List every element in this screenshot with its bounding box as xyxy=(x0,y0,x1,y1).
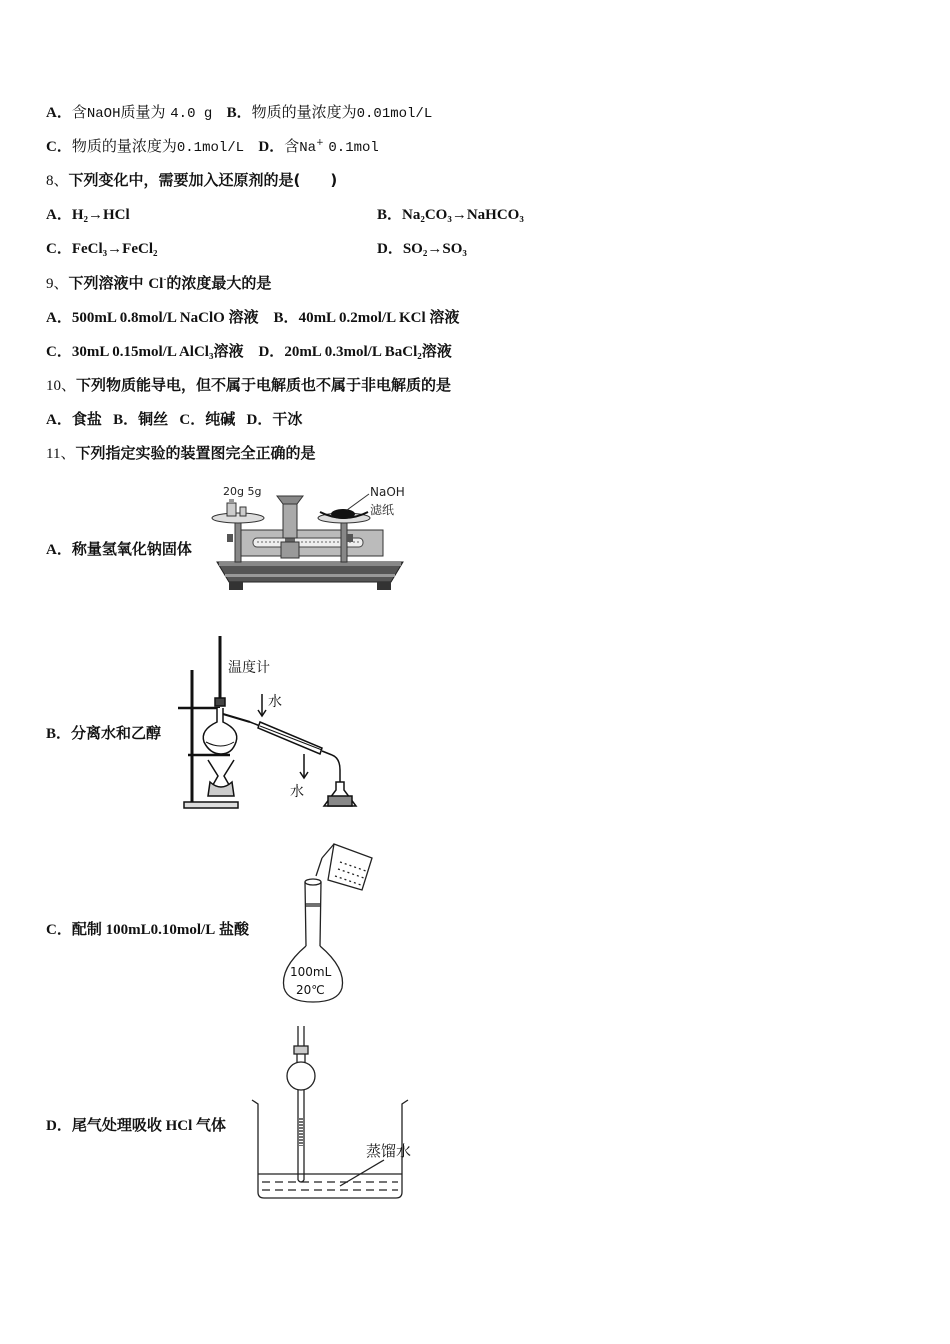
distilled-water-label: 蒸馏水 xyxy=(366,1142,412,1160)
option-text: 20mL 0.3mol/L BaCl₂ xyxy=(284,344,422,360)
option-suffix: 溶液 xyxy=(213,342,244,360)
option-text: 食盐 xyxy=(71,410,102,428)
option-letter: B． xyxy=(226,105,252,121)
gas-absorption-figure xyxy=(248,1024,428,1204)
option-letter: D． xyxy=(246,412,273,428)
q11-option-a-label xyxy=(46,538,192,559)
option-letter: C． xyxy=(179,412,206,428)
q8-stem xyxy=(46,170,337,191)
flask-temp-label: 20℃ xyxy=(296,983,325,997)
option-value: 0.1mol xyxy=(328,140,379,156)
q11-stem xyxy=(46,443,315,464)
q11-option-d-label xyxy=(46,1114,226,1135)
option-letter: A． xyxy=(46,207,72,223)
option-text: 物质的量浓度为 xyxy=(251,103,357,121)
option-text: 分离水和乙醇 xyxy=(71,724,162,742)
q10-stem xyxy=(46,375,451,396)
option-text: 配制 xyxy=(71,920,102,938)
ion-charge: + xyxy=(316,138,324,148)
option-text: 盐酸 xyxy=(218,920,249,938)
option-letter: C． xyxy=(46,139,72,155)
option-text: 尾气处理吸收 xyxy=(71,1116,162,1134)
q9-options-row-2 xyxy=(46,341,452,362)
question-stem: 下列指定实验的装置图完全正确的是 xyxy=(75,444,316,462)
option-letter: B． xyxy=(46,726,72,742)
q9-options-row-1 xyxy=(46,307,459,328)
question-number: 10、 xyxy=(46,378,77,394)
question-number: 8、 xyxy=(46,173,69,189)
option-suffix: 溶液 xyxy=(429,308,460,326)
option-letter: D． xyxy=(46,1118,72,1134)
option-letter: A． xyxy=(46,412,72,428)
q7-options-row-1 xyxy=(46,102,432,124)
option-text: 干冰 xyxy=(272,410,303,428)
option-letter: D． xyxy=(258,139,285,155)
flask-volume-label: 100mL xyxy=(290,965,332,979)
question-number: 11、 xyxy=(46,446,76,462)
q8-option-d xyxy=(377,239,467,259)
naoh-label: NaOH xyxy=(370,485,405,499)
option-text: 称量氢氧化钠固体 xyxy=(71,540,192,558)
option-letter: C． xyxy=(46,344,72,360)
option-text: 物质的量浓度为 xyxy=(71,137,177,155)
question-stem: 的浓度最大的是 xyxy=(166,274,272,292)
thermometer-label: 温度计 xyxy=(228,660,270,676)
distillation-figure xyxy=(170,630,370,820)
q8-option-a xyxy=(46,205,130,225)
option-formula: FeCl₃→FeCl₂ xyxy=(71,241,158,257)
option-value: 0.01mol/L xyxy=(356,106,433,122)
water-out-label: 水 xyxy=(290,784,304,800)
option-letter: A． xyxy=(46,105,72,121)
option-text: 500mL 0.8mol/L NaClO xyxy=(71,310,225,326)
q8-option-c xyxy=(46,239,157,259)
option-text: 质量为 xyxy=(120,103,166,121)
q10-options xyxy=(46,409,302,430)
volumetric-flask-figure xyxy=(272,838,382,1008)
option-letter: C． xyxy=(46,241,72,257)
q11-option-c-label xyxy=(46,918,249,939)
q11-option-b-label xyxy=(46,722,161,743)
option-text: NaOH xyxy=(86,106,121,122)
option-text: 100mL0.10mol/L xyxy=(105,922,216,938)
option-letter: B． xyxy=(113,412,139,428)
option-text: 铜丝 xyxy=(138,410,169,428)
option-text: 40mL 0.2mol/L KCl xyxy=(298,310,426,326)
option-value: 4.0 g xyxy=(170,106,213,122)
option-letter: A． xyxy=(46,310,72,326)
option-text: HCl xyxy=(165,1118,193,1134)
option-text: 含 xyxy=(284,137,300,155)
ion: Cl xyxy=(148,276,164,292)
option-letter: D． xyxy=(377,241,403,257)
question-stem: 下列变化中，需要加入还原剂的是( ) xyxy=(68,171,338,189)
option-suffix: 溶液 xyxy=(421,342,452,360)
option-formula: Na₂CO₃→NaHCO₃ xyxy=(402,207,524,223)
filter-paper-label: 滤纸 xyxy=(370,503,395,517)
option-letter: C． xyxy=(46,922,72,938)
option-text: 纯碱 xyxy=(205,410,236,428)
q7-options-row-2 xyxy=(46,136,379,158)
balance-figure xyxy=(205,478,415,596)
q8-option-b xyxy=(377,205,524,225)
option-letter: D． xyxy=(258,344,285,360)
option-text: 气体 xyxy=(196,1116,227,1134)
q9-stem xyxy=(46,273,271,294)
option-letter: B． xyxy=(377,207,403,223)
option-text: 含 xyxy=(71,103,87,121)
option-suffix: 溶液 xyxy=(228,308,259,326)
ion-charge: - xyxy=(163,275,167,285)
question-stem: 下列物质能导电，但不属于电解质也不属于非电解质的是 xyxy=(76,376,452,394)
ion: Na xyxy=(299,140,317,156)
weights-label: 20g 5g xyxy=(223,485,262,498)
option-value: 0.1mol/L xyxy=(176,140,245,156)
water-in-label: 水 xyxy=(268,694,282,710)
option-formula: H₂→HCl xyxy=(71,207,130,223)
option-letter: A． xyxy=(46,542,72,558)
question-stem: 下列溶液中 xyxy=(68,274,144,292)
option-letter: B． xyxy=(273,310,299,326)
option-formula: SO₂→SO₃ xyxy=(402,241,467,257)
option-text: 30mL 0.15mol/L AlCl₃ xyxy=(71,344,214,360)
question-number: 9、 xyxy=(46,276,69,292)
